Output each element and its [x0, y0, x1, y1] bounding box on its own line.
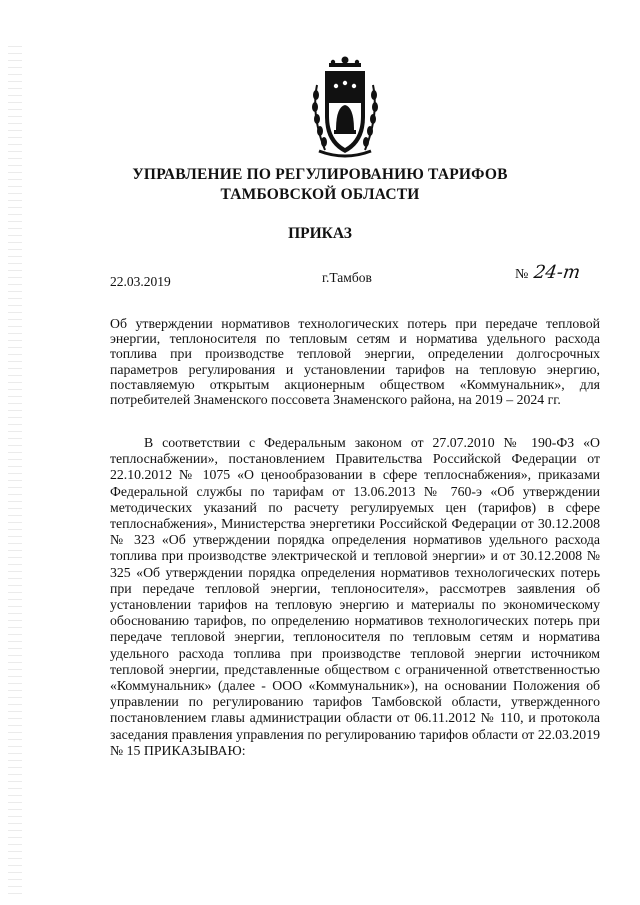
number-sign: № [515, 267, 529, 282]
organization-name-line2: ТАМБОВСКОЙ ОБЛАСТИ [220, 186, 420, 203]
document-body-paragraph: В соответствии с Федеральным законом от 27.07.2010 № 190-ФЗ «О теплоснабжении», постановлением Правительства Российской Федерации от 22.10.2012 № 1075 «О ценообразовании в сфере теплоснабжения», приказами Федеральной службы по тарифам от 13.06.2013 № 760-э «Об утверждении методических указаний по расчету регулируемых цен (тарифов) в сфере теплоснабжения», Министерства энергетики Российской Федерации от 30.12.2008 № 323 «Об утверждении порядка определения нормативов удельного расхода топлива при производстве электрической и тепловой энергии» и от 30.12.2008 № 325 «Об утверждении порядка определения нормативов технологических потерь при передаче тепловой энергии, теплоносителя», рассмотрев заявления об установлении тарифов на тепловую энергию и материалы по экономическому обоснованию тарифов, по определению нормативов технологических потерь при передаче тепловой энергии, теплоносителя по тепловым сетям и норматива удельного расхода топлива при производстве тепловой энергии источником тепловой энергии, представленные обществом с ограниченной ответственностью «Коммунальник» (далее - ООО «Коммунальник»), на основании Положения об управлении по регулированию тарифов Тамбовской области, утвержденного постановлением главы администрации области от 06.11.2012 № 110, и протокола заседания правления управления по регулированию тарифов области от 22.03.2019 № 15 ПРИКАЗЫВАЮ: [110, 435, 600, 758]
document-type-title: ПРИКАЗ [288, 225, 352, 242]
document-city: г.Тамбов [322, 270, 372, 285]
document-number [515, 262, 580, 283]
organization-name-line1: УПРАВЛЕНИЕ ПО РЕГУЛИРОВАНИЮ ТАРИФОВ [132, 166, 508, 183]
handwritten-number: 24-т [532, 262, 582, 283]
document-date: 22.03.2019 [110, 274, 171, 289]
tambov-coat-of-arms-icon [305, 55, 385, 165]
document-subject: Об утверждении нормативов технологических потерь при передаче тепловой энергии, теплоносителя по тепловым сетям и норматива удельного расхода топлива при производстве тепловой энергии, определении долгосрочных параметров регулирования и установлении тарифов на тепловую энергию, поставляемую открытым акционерным обществом «Коммунальник», для потребителей Знаменского поссовета Знаменского района, на 2019 – 2024 гг. [110, 316, 600, 408]
